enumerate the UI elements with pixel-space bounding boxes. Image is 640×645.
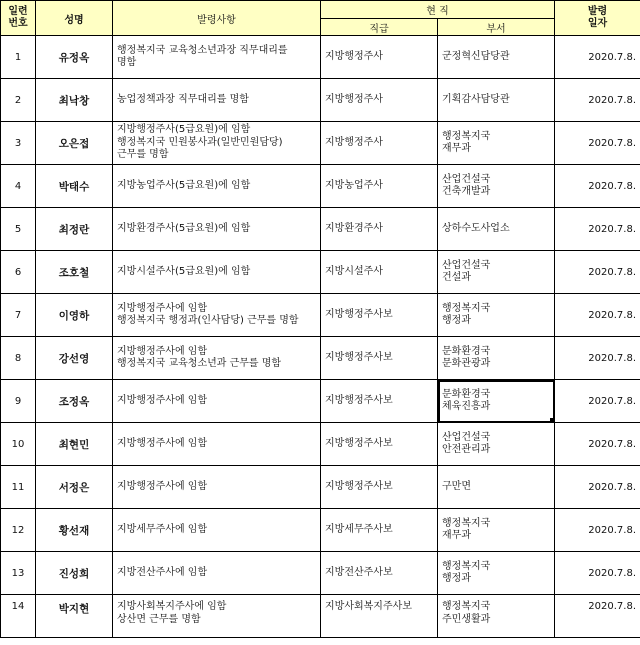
row-grade: 지방행정주사보 [325,394,393,406]
header-grade[interactable]: 직급 [321,19,438,36]
row-grade-cell[interactable] [321,79,438,122]
row-department: 구만면 [442,480,471,492]
header-name[interactable]: 성명 [36,1,113,36]
row-date-cell[interactable] [555,380,640,423]
row-date-cell[interactable] [555,208,640,251]
table-row [1,552,640,595]
row-department: 군정혁신담당관 [442,50,510,62]
row-name-cell[interactable] [36,466,113,509]
row-grade-cell[interactable] [321,36,438,79]
table-row [1,595,640,638]
row-date: 2020.7.8. [588,266,636,278]
table-row [1,509,640,552]
row-date-cell[interactable] [555,122,640,165]
row-appointment: 지방행정주사에 임함 [117,394,208,406]
row-number-cell[interactable] [1,79,36,122]
row-grade: 지방환경주사 [325,222,383,234]
row-date: 2020.7.8. [588,223,636,235]
row-number-cell[interactable] [1,595,36,638]
row-name-cell[interactable] [36,337,113,380]
row-date: 2020.7.8. [588,180,636,192]
row-grade-cell[interactable] [321,380,438,423]
row-appointment: 지방환경주사(5급요원)에 임함 [117,222,251,234]
row-appointment-cell[interactable] [113,423,321,466]
header-issue-date[interactable]: 발령 일자 [555,1,640,36]
row-date: 2020.7.8. [588,51,636,63]
row-date: 2020.7.8. [588,309,636,321]
row-appointment-cell[interactable] [113,122,321,165]
row-appointment: 지방행정주사(5급요원)에 임함 행정복지국 민원봉사과(일반민원담당) 근무를 명함 [117,124,283,161]
row-number-cell[interactable] [1,122,36,165]
row-appointment-cell[interactable] [113,466,321,509]
row-name: 오은접 [58,137,90,150]
table-row [1,79,640,122]
row-grade-cell[interactable] [321,552,438,595]
row-grade-cell[interactable] [321,466,438,509]
row-department: 행정복지국 재무과 [442,517,491,541]
header-department[interactable]: 부서 [438,19,555,36]
row-appointment-cell[interactable] [113,79,321,122]
row-grade-cell[interactable] [321,165,438,208]
row-appointment-cell[interactable] [113,251,321,294]
row-number-cell[interactable] [1,251,36,294]
row-department-cell[interactable] [438,380,555,423]
row-name: 유정옥 [58,51,90,64]
row-number-cell[interactable] [1,380,36,423]
row-name: 최정란 [58,223,90,236]
row-date-cell[interactable] [555,423,640,466]
row-grade: 지방행정주사보 [325,308,393,320]
row-appointment: 지방전산주사에 임함 [117,566,208,578]
row-number-cell[interactable] [1,466,36,509]
row-grade-cell[interactable] [321,122,438,165]
row-grade: 지방행정주사보 [325,351,393,363]
row-number: 11 [11,481,25,493]
row-name-cell[interactable] [36,122,113,165]
row-grade: 지방행정주사보 [325,480,393,492]
row-number: 10 [11,438,25,450]
header-appointment[interactable]: 발령사항 [113,1,321,36]
row-number-cell[interactable] [1,423,36,466]
table-row [1,208,640,251]
row-number: 1 [14,51,22,63]
fill-handle[interactable] [550,418,554,422]
row-grade: 지방세무주사보 [325,523,393,535]
row-name-cell[interactable] [36,165,113,208]
row-grade: 지방농업주사 [325,179,383,191]
row-number: 9 [14,395,22,407]
row-department-cell[interactable] [438,251,555,294]
row-number-cell[interactable] [1,208,36,251]
row-appointment-cell[interactable] [113,337,321,380]
row-department-cell[interactable] [438,208,555,251]
table-row [1,466,640,509]
row-number: 8 [14,352,22,364]
row-date-cell[interactable] [555,294,640,337]
row-department: 산업건설국 안전관리과 [442,431,491,455]
row-name: 이영하 [58,309,90,322]
row-number: 7 [14,309,22,321]
row-name: 강선영 [58,352,90,365]
header-serial-no[interactable]: 일련 번호 [1,1,36,36]
row-grade-cell[interactable] [321,509,438,552]
row-number: 13 [11,567,25,579]
row-name-cell[interactable] [36,423,113,466]
row-number-cell[interactable] [1,165,36,208]
row-department-cell[interactable] [438,423,555,466]
row-appointment: 농업정책과장 직무대리를 명함 [117,93,249,105]
row-grade: 지방시설주사 [325,265,383,277]
row-department-cell[interactable] [438,595,555,638]
row-department-cell[interactable] [438,466,555,509]
row-number: 3 [14,137,22,149]
row-department: 기획감사담당관 [442,93,510,105]
row-appointment: 지방사회복지주사에 임함 상산면 근무를 명함 [117,601,227,625]
row-date-cell[interactable] [555,165,640,208]
row-appointment: 지방행정주사에 임함 [117,480,208,492]
row-date: 2020.7.8. [588,524,636,536]
row-department-cell[interactable] [438,337,555,380]
table-row [1,337,640,380]
row-name-cell[interactable] [36,36,113,79]
row-department: 행정복지국 행정과 [442,302,491,326]
row-name: 황선재 [58,524,90,537]
row-number-cell[interactable] [1,36,36,79]
row-department: 산업건설국 건축개발과 [442,173,491,197]
row-name: 최현민 [58,438,90,451]
header-current[interactable]: 현 직 [321,1,555,19]
table-row [1,294,640,337]
table-row [1,122,640,165]
row-grade: 지방사회복지주사보 [325,601,412,612]
row-grade: 지방행정주사 [325,93,383,105]
row-appointment-cell[interactable] [113,165,321,208]
row-appointment-cell[interactable] [113,595,321,638]
row-date: 2020.7.8. [588,94,636,106]
row-name: 조호철 [58,266,90,279]
row-department: 행정복지국 주민생활과 [442,601,491,625]
row-appointment-cell[interactable] [113,380,321,423]
row-appointment: 지방행정주사에 임함 행정복지국 행정과(인사담당) 근무를 명함 [117,302,299,326]
row-grade-cell[interactable] [321,251,438,294]
row-department-cell[interactable] [438,79,555,122]
row-department: 행정복지국 재무과 [442,130,491,154]
row-number-cell[interactable] [1,552,36,595]
table-body [1,36,640,638]
row-department-cell[interactable] [438,509,555,552]
row-appointment-cell[interactable] [113,208,321,251]
row-number: 12 [11,524,25,536]
row-name: 조정옥 [58,395,90,408]
row-date-cell[interactable] [555,466,640,509]
row-grade-cell[interactable] [321,337,438,380]
row-name-cell[interactable] [36,208,113,251]
row-grade: 지방전산주사보 [325,566,393,578]
row-number: 4 [14,180,22,192]
row-date: 2020.7.8. [588,481,636,493]
row-date: 2020.7.8. [588,395,636,407]
row-number-cell[interactable] [1,294,36,337]
row-name-cell[interactable] [36,509,113,552]
row-date-cell[interactable] [555,337,640,380]
row-grade-cell[interactable] [321,294,438,337]
row-date: 2020.7.8. [588,567,636,579]
row-number: 5 [14,223,22,235]
row-grade: 지방행정주사 [325,50,383,62]
row-grade-cell[interactable] [321,595,438,638]
row-name-cell[interactable] [36,251,113,294]
row-appointment-cell[interactable] [113,294,321,337]
row-number: 6 [14,266,22,278]
row-appointment-cell[interactable] [113,36,321,79]
row-date: 2020.7.8. [588,438,636,450]
row-date-cell[interactable] [555,251,640,294]
table-row [1,423,640,466]
row-department: 상하수도사업소 [442,222,510,234]
table-row [1,165,640,208]
row-grade-cell[interactable] [321,208,438,251]
row-number-cell[interactable] [1,337,36,380]
row-department: 문화환경국 체육진흥과 [442,388,491,412]
row-name: 서정은 [58,481,90,494]
table-row [1,251,640,294]
row-grade: 지방행정주사 [325,136,383,148]
row-date: 2020.7.8. [588,352,636,364]
row-name-cell[interactable] [36,79,113,122]
row-appointment-cell[interactable] [113,552,321,595]
row-date-cell[interactable] [555,36,640,79]
row-date: 2020.7.8. [588,601,636,612]
row-grade: 지방행정주사보 [325,437,393,449]
row-appointment-cell[interactable] [113,509,321,552]
row-number-cell[interactable] [1,509,36,552]
row-grade-cell[interactable] [321,423,438,466]
row-date: 2020.7.8. [588,137,636,149]
row-appointment: 지방행정주사에 임함 [117,437,208,449]
row-appointment: 행정복지국 교육청소년과장 직무대리를 명함 [117,44,288,68]
row-name: 박태수 [58,180,90,193]
row-name-cell[interactable] [36,595,113,638]
row-appointment: 지방농업주사(5급요원)에 임함 [117,179,251,191]
row-name-cell[interactable] [36,380,113,423]
row-department-cell[interactable] [438,552,555,595]
row-department: 문화환경국 문화관광과 [442,345,491,369]
row-appointment: 지방시설주사(5급요원)에 임함 [117,265,251,277]
row-appointment: 지방행정주사에 임함 행정복지국 교육청소년과 근무를 명함 [117,345,282,369]
row-date-cell[interactable] [555,595,640,638]
row-appointment: 지방세무주사에 임함 [117,523,208,535]
row-number: 14 [11,601,25,612]
row-name: 진성희 [58,567,90,580]
row-department-cell[interactable] [438,165,555,208]
table-row [1,380,640,423]
row-name-cell[interactable] [36,294,113,337]
row-number: 2 [14,94,22,106]
row-department: 행정복지국 행정과 [442,560,491,584]
row-department: 산업건설국 건설과 [442,259,491,283]
row-name: 최낙창 [58,94,90,107]
row-department-cell[interactable] [438,122,555,165]
row-name: 박지현 [58,603,90,615]
row-date-cell[interactable] [555,552,640,595]
row-department-cell[interactable] [438,294,555,337]
row-date-cell[interactable] [555,79,640,122]
row-name-cell[interactable] [36,552,113,595]
row-department-cell[interactable] [438,36,555,79]
row-date-cell[interactable] [555,509,640,552]
table-row [1,36,640,79]
